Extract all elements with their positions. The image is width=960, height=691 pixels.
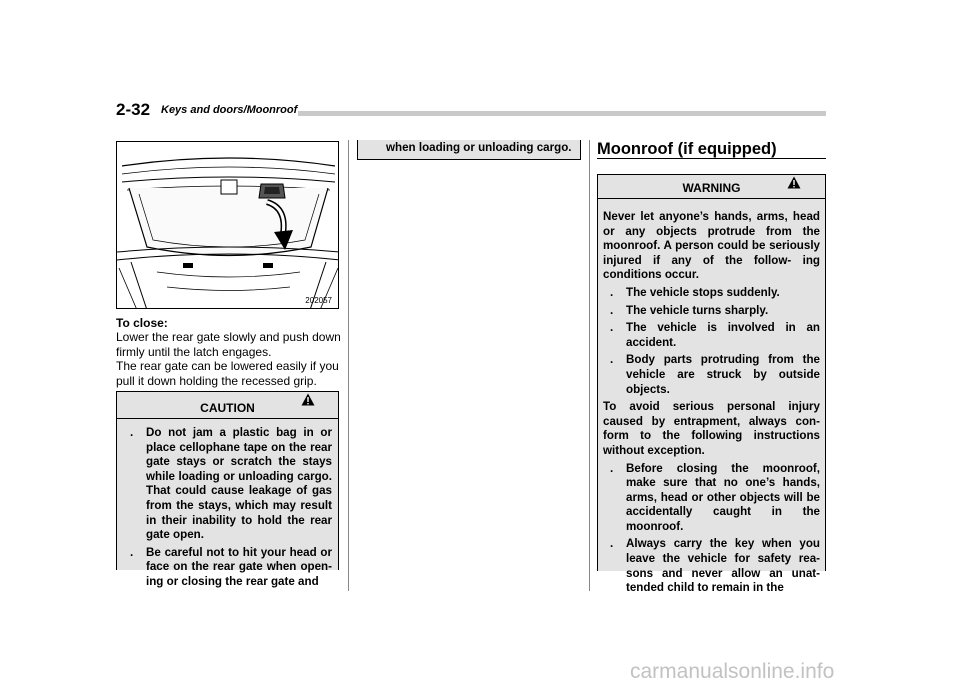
grip-text: The rear gate can be lowered easily if you pull it down holding the recessed grip. [116,359,339,388]
caution-header [117,392,338,419]
caution-item-text: Be careful not to hit your head or face on the rear gate when open- ing or closing the rear gate and [146,545,332,588]
watermark: carmanualsonline.info [630,660,835,683]
condition-item [603,286,820,301]
bullet: . [610,353,614,367]
header-rule [298,111,826,116]
condition-item [603,321,820,350]
bullet: . [130,426,134,439]
bullet: . [610,321,614,335]
condition-text: Body parts protruding from the vehicle are struck by outside objects. [626,353,820,396]
caution-item-text: Do not jam a plastic bag in or place cellophane tape on the rear gate stays or scratch the stays while loading or unloading cargo. That could cause leakage of gas from the stays, which may result in their inability to hold the rear gate open. [146,426,332,542]
warning-intro: Never let anyone’s hands, arms, head or any objects protrude from the moonroof. A person could be seriously injured if any of the follow- ing conditions occur. [603,210,820,282]
caution-body [117,419,338,588]
to-close-text: Lower the rear gate slowly and push down firmly until the latch engages. [116,330,341,359]
condition-item [603,353,820,397]
heading-rule [597,158,826,159]
caution-box [116,391,339,588]
continued-text: when loading or unloading cargo. [386,141,572,154]
warning-header [598,175,825,199]
bullet: . [610,461,614,475]
caution-continued-box [357,140,581,160]
condition-text: The vehicle stops suddenly. [626,285,780,299]
section-title: Keys and doors/Moonroof [161,104,298,116]
rear-gate-illustration [117,142,339,309]
warning-body [598,199,825,595]
figure-code: 202057 [305,296,332,305]
instruction-text: Before closing the moonroof, make sure that no one’s hands, arms, head or other objects will be accidentally caught in the moonroof. [626,461,820,533]
page-number: 2-32 [116,100,151,119]
caution-item [123,426,332,543]
warning-middle: To avoid serious personal injury caused by entrapment, always con- form to the following instructions without exception. [603,400,820,457]
condition-item [603,304,820,319]
condition-text: The vehicle turns sharply. [626,303,769,317]
bullet: . [610,537,614,551]
bullet: . [610,285,614,299]
condition-text: The vehicle is involved in an accident. [626,321,820,349]
to-close-heading: To close: [116,316,168,330]
instruction-text: Always carry the key when you leave the vehicle for safety rea- sons and never allow an unat- tended child to remain in the [626,537,820,595]
warning-label: WARNING [682,181,741,195]
instruction-item [603,462,820,535]
rear-gate-figure [116,141,339,309]
moonroof-heading: Moonroof (if equipped) [597,140,777,158]
caution-label: CAUTION [200,401,255,415]
warning-box [597,174,826,595]
caution-item [123,546,332,590]
column-divider-1 [348,140,349,591]
instruction-item [603,537,820,595]
bullet: . [130,545,134,559]
bullet: . [610,303,614,317]
column-divider-2 [589,140,590,591]
